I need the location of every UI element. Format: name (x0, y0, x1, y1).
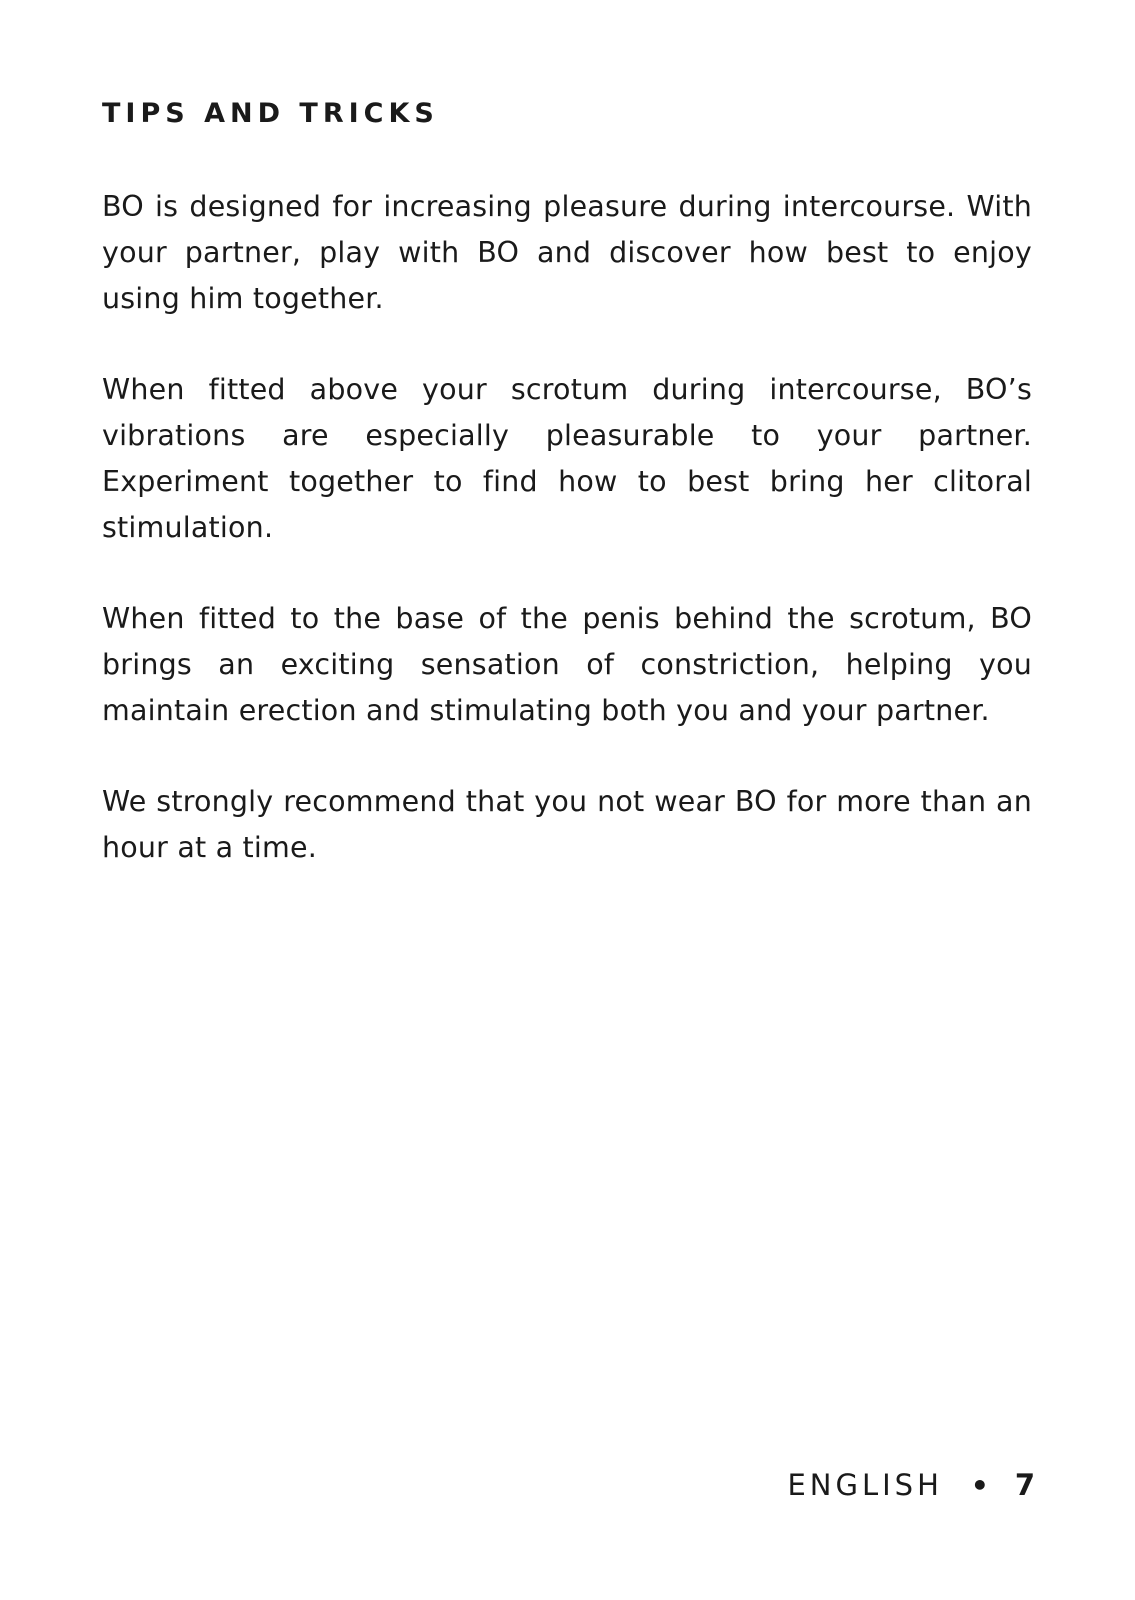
footer-language: ENGLISH (787, 1468, 943, 1502)
paragraph-intro: BO is designed for increasing pleasure during intercourse. With your partner, play with BO and discover how best to enjoy using him together. (102, 190, 1032, 315)
paragraph-recommendation: We strongly recommend that you not wear BO for more than an hour at a time. (102, 785, 1032, 864)
page-footer (787, 1468, 1035, 1502)
paragraph-behind-scrotum: When fitted to the base of the penis behind the scrotum, BO brings an exciting sensation of constriction, helping you maintain erection and stimulating both you and your partner. (102, 602, 1032, 727)
page-number: 7 (1014, 1468, 1035, 1502)
page-content (102, 96, 1032, 916)
footer-separator: • (970, 1469, 989, 1502)
paragraph-above-scrotum: When fitted above your scrotum during intercourse, BO’s vibrations are especially pleasurable to your partner. Experiment together to find how to best bring her clitoral stimulation. (102, 373, 1032, 544)
section-heading: TIPS AND TRICKS (102, 98, 439, 129)
